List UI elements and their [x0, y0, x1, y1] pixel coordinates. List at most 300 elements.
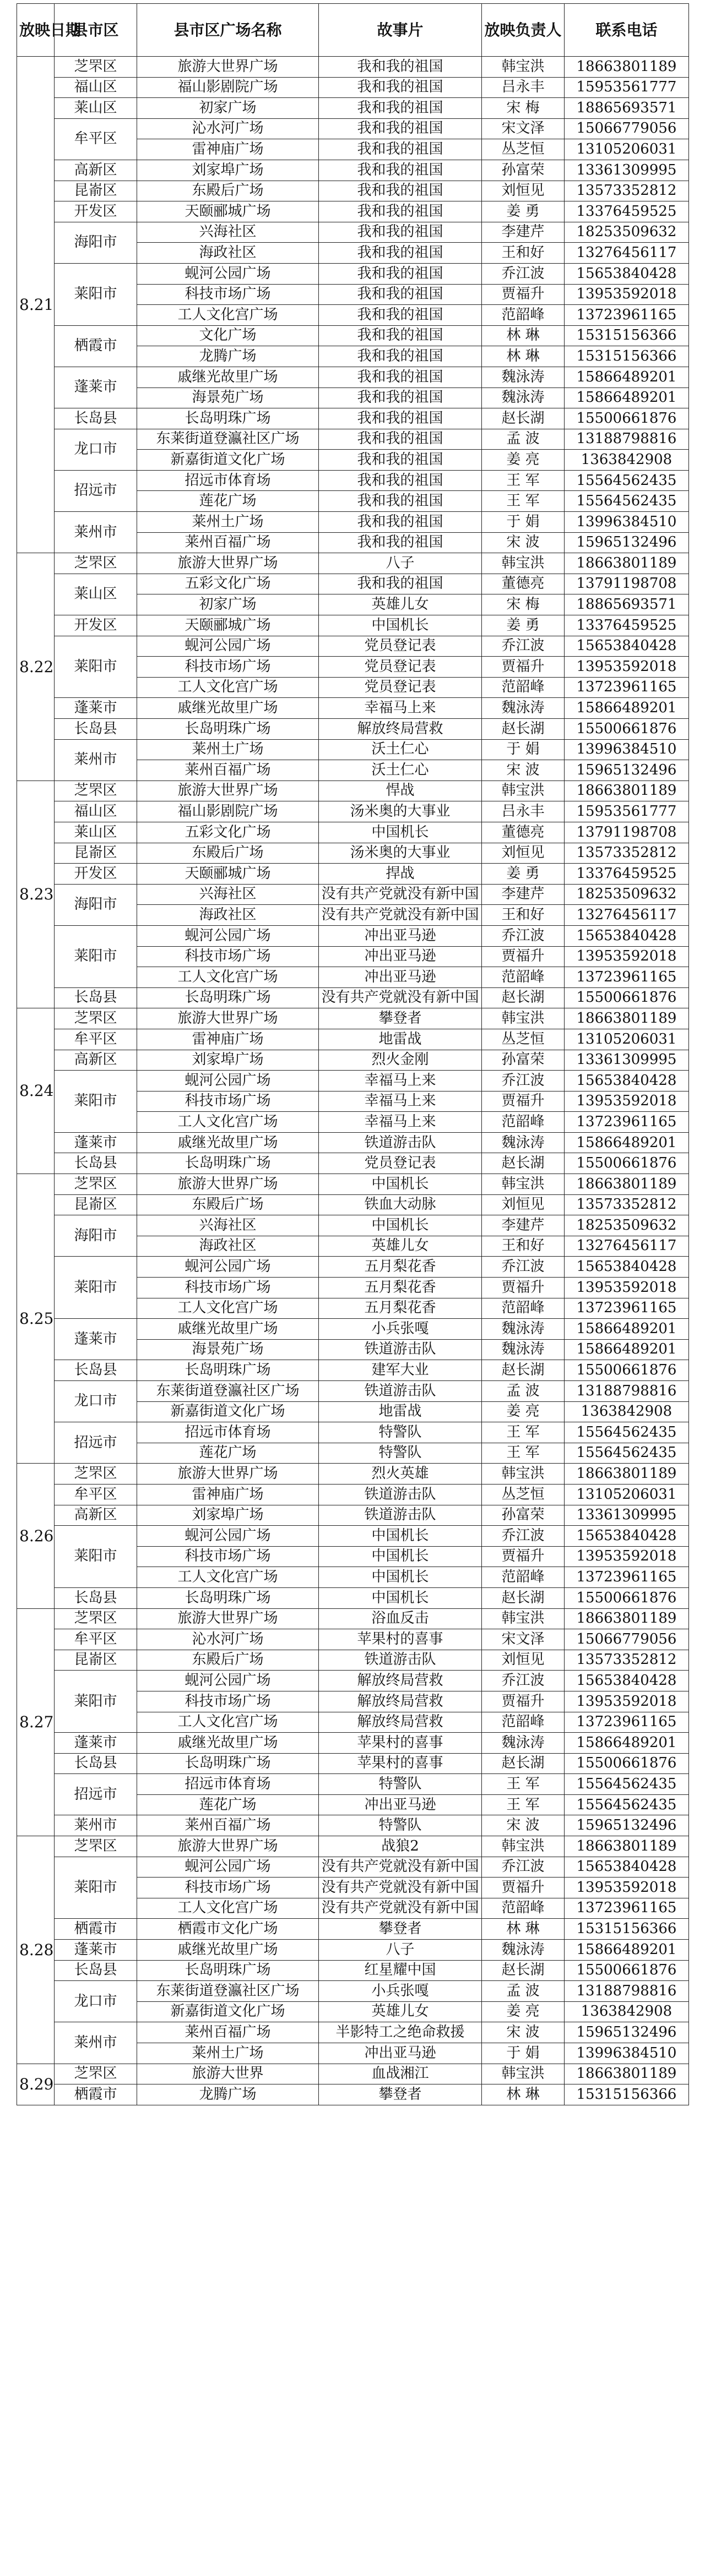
- venue-cell: 蚬河公园广场: [137, 1257, 319, 1278]
- schedule-page: [17, 3, 688, 2105]
- phone-cell: 13105206031: [565, 1484, 689, 1505]
- person-cell: 宋 梅: [482, 98, 565, 119]
- county-cell: 长岛县: [55, 1753, 137, 1774]
- film-cell: 冲出亚马逊: [319, 967, 482, 988]
- person-cell: 孟 波: [482, 1981, 565, 2002]
- county-cell: 昆嵛区: [55, 843, 137, 864]
- county-cell: 开发区: [55, 201, 137, 222]
- table-row: [17, 1381, 689, 1402]
- film-cell: 地雷战: [319, 1401, 482, 1422]
- person-cell: 王和好: [482, 1236, 565, 1257]
- venue-cell: 科技市场广场: [137, 284, 319, 305]
- county-cell: 龙口市: [55, 1981, 137, 2022]
- phone-cell: 18663801189: [565, 57, 689, 78]
- phone-cell: 1363842908: [565, 2001, 689, 2022]
- venue-cell: 文化广场: [137, 325, 319, 346]
- person-cell: 王 军: [482, 470, 565, 491]
- venue-cell: 科技市场广场: [137, 1546, 319, 1567]
- county-cell: 蓬莱市: [55, 698, 137, 719]
- film-cell: 没有共产党就没有新中国: [319, 1857, 482, 1878]
- venue-cell: 五彩文化广场: [137, 822, 319, 843]
- person-cell: 贾福升: [482, 284, 565, 305]
- phone-cell: 15653840428: [565, 1671, 689, 1691]
- person-cell: 王 军: [482, 491, 565, 512]
- table-row: [17, 1215, 689, 1236]
- phone-cell: 13723961165: [565, 305, 689, 326]
- table-row: [17, 574, 689, 594]
- header-person: 放映负责人: [482, 4, 565, 57]
- date-cell: 8.27: [17, 1608, 55, 1836]
- venue-cell: 天颐郦城广场: [137, 615, 319, 636]
- film-cell: 冲出亚马逊: [319, 1794, 482, 1815]
- venue-cell: 兴海社区: [137, 222, 319, 243]
- table-row: [17, 181, 689, 201]
- person-cell: 范韶峰: [482, 1898, 565, 1919]
- venue-cell: 科技市场广场: [137, 1691, 319, 1712]
- county-cell: 芝罘区: [55, 553, 137, 574]
- table-row: [17, 636, 689, 657]
- table-row: [17, 1153, 689, 1174]
- film-cell: 解放终局营救: [319, 719, 482, 740]
- county-cell: 开发区: [55, 864, 137, 885]
- film-cell: 铁血大动脉: [319, 1194, 482, 1215]
- person-cell: 于 娟: [482, 2043, 565, 2064]
- table-row: [17, 698, 689, 719]
- person-cell: 魏泳涛: [482, 1132, 565, 1153]
- film-cell: 我和我的祖国: [319, 491, 482, 512]
- person-cell: 赵长湖: [482, 1360, 565, 1381]
- table-row: [17, 2084, 689, 2105]
- phone-cell: 18253509632: [565, 884, 689, 905]
- film-cell: 血战湘江: [319, 2064, 482, 2084]
- phone-cell: 15500661876: [565, 987, 689, 1008]
- venue-cell: 旅游大世界广场: [137, 1836, 319, 1857]
- table-row: [17, 201, 689, 222]
- film-cell: 我和我的祖国: [319, 305, 482, 326]
- phone-cell: 13791198708: [565, 822, 689, 843]
- county-cell: 开发区: [55, 615, 137, 636]
- person-cell: 魏泳涛: [482, 388, 565, 408]
- venue-cell: 沁水河广场: [137, 1629, 319, 1650]
- header-phone: 联系电话: [565, 4, 689, 57]
- phone-cell: 18663801189: [565, 1608, 689, 1629]
- film-cell: 我和我的祖国: [319, 367, 482, 388]
- phone-cell: 13361309995: [565, 1505, 689, 1526]
- county-cell: 高新区: [55, 1050, 137, 1071]
- phone-cell: 13996384510: [565, 2043, 689, 2064]
- table-row: [17, 1008, 689, 1029]
- venue-cell: 莱州土广场: [137, 739, 319, 760]
- person-cell: 丛芝恒: [482, 139, 565, 160]
- table-row: [17, 1650, 689, 1671]
- phone-cell: 15866489201: [565, 1319, 689, 1340]
- film-cell: 地雷战: [319, 1029, 482, 1050]
- film-cell: 攀登者: [319, 1008, 482, 1029]
- film-cell: 我和我的祖国: [319, 512, 482, 533]
- venue-cell: 东殿后广场: [137, 1194, 319, 1215]
- county-cell: 长岛县: [55, 719, 137, 740]
- table-row: [17, 1071, 689, 1091]
- film-cell: 我和我的祖国: [319, 160, 482, 181]
- table-row: [17, 1132, 689, 1153]
- table-row: [17, 470, 689, 491]
- phone-cell: 13188798816: [565, 429, 689, 450]
- person-cell: 王和好: [482, 905, 565, 926]
- person-cell: 韩宝洪: [482, 1464, 565, 1485]
- person-cell: 韩宝洪: [482, 1174, 565, 1195]
- venue-cell: 兴海社区: [137, 1215, 319, 1236]
- table-row: [17, 1194, 689, 1215]
- person-cell: 范韶峰: [482, 1712, 565, 1733]
- county-cell: 莱山区: [55, 822, 137, 843]
- table-row: [17, 512, 689, 533]
- venue-cell: 蚬河公园广场: [137, 1671, 319, 1691]
- person-cell: 林 琳: [482, 1919, 565, 1940]
- venue-cell: 沁水河广场: [137, 118, 319, 139]
- film-cell: 解放终局营救: [319, 1691, 482, 1712]
- film-cell: 幸福马上来: [319, 1071, 482, 1091]
- phone-cell: 13276456117: [565, 1236, 689, 1257]
- phone-cell: 18663801189: [565, 781, 689, 801]
- phone-cell: 15500661876: [565, 1153, 689, 1174]
- table-row: [17, 408, 689, 429]
- phone-cell: 15866489201: [565, 1132, 689, 1153]
- venue-cell: 招远市体育场: [137, 1422, 319, 1443]
- venue-cell: 戚继光故里广场: [137, 1132, 319, 1153]
- person-cell: 王 军: [482, 1422, 565, 1443]
- phone-cell: 13188798816: [565, 1981, 689, 2002]
- venue-cell: 东殿后广场: [137, 1650, 319, 1671]
- phone-cell: 15866489201: [565, 1733, 689, 1754]
- venue-cell: 莱州百福广场: [137, 760, 319, 781]
- phone-cell: 15653840428: [565, 636, 689, 657]
- venue-cell: 戚继光故里广场: [137, 1733, 319, 1754]
- film-cell: 我和我的祖国: [319, 429, 482, 450]
- person-cell: 范韶峰: [482, 1298, 565, 1319]
- film-cell: 五月梨花香: [319, 1257, 482, 1278]
- county-cell: 莱阳市: [55, 1071, 137, 1133]
- person-cell: 乔江波: [482, 1857, 565, 1878]
- venue-cell: 莱州百福广场: [137, 532, 319, 553]
- person-cell: 刘恒见: [482, 1194, 565, 1215]
- county-cell: 蓬莱市: [55, 1733, 137, 1754]
- venue-cell: 蚬河公园广场: [137, 1071, 319, 1091]
- phone-cell: 13573352812: [565, 181, 689, 201]
- film-cell: 特警队: [319, 1443, 482, 1464]
- person-cell: 贾福升: [482, 1878, 565, 1898]
- phone-cell: 15500661876: [565, 1360, 689, 1381]
- phone-cell: 13953592018: [565, 1278, 689, 1298]
- person-cell: 丛芝恒: [482, 1029, 565, 1050]
- venue-cell: 科技市场广场: [137, 1091, 319, 1112]
- venue-cell: 刘家埠广场: [137, 160, 319, 181]
- phone-cell: 15965132496: [565, 532, 689, 553]
- date-cell: 8.25: [17, 1174, 55, 1464]
- county-cell: 芝罘区: [55, 1008, 137, 1029]
- table-row: [17, 1174, 689, 1195]
- venue-cell: 五彩文化广场: [137, 574, 319, 594]
- county-cell: 芝罘区: [55, 1608, 137, 1629]
- phone-cell: 15564562435: [565, 1794, 689, 1815]
- phone-cell: 15564562435: [565, 1774, 689, 1795]
- film-cell: 沃土仁心: [319, 760, 482, 781]
- venue-cell: 东莱街道登瀛社区广场: [137, 1981, 319, 2002]
- film-cell: 沃土仁心: [319, 739, 482, 760]
- venue-cell: 旅游大世界广场: [137, 1464, 319, 1485]
- phone-cell: 18663801189: [565, 1836, 689, 1857]
- person-cell: 宋文泽: [482, 118, 565, 139]
- date-cell: 8.26: [17, 1464, 55, 1608]
- county-cell: 昆嵛区: [55, 1650, 137, 1671]
- county-cell: 长岛县: [55, 408, 137, 429]
- phone-cell: 15653840428: [565, 263, 689, 284]
- person-cell: 林 琳: [482, 2084, 565, 2105]
- film-cell: 特警队: [319, 1815, 482, 1836]
- venue-cell: 工人文化宫广场: [137, 1567, 319, 1588]
- venue-cell: 长岛明珠广场: [137, 719, 319, 740]
- phone-cell: 18663801189: [565, 2064, 689, 2084]
- venue-cell: 雷神庙广场: [137, 1484, 319, 1505]
- film-cell: 我和我的祖国: [319, 346, 482, 367]
- phone-cell: 15500661876: [565, 1753, 689, 1774]
- venue-cell: 科技市场广场: [137, 1278, 319, 1298]
- table-row: [17, 160, 689, 181]
- film-cell: 我和我的祖国: [319, 181, 482, 201]
- header-venue: 县市区广场名称: [137, 4, 319, 57]
- phone-cell: 18865693571: [565, 98, 689, 119]
- person-cell: 贾福升: [482, 946, 565, 967]
- county-cell: 牟平区: [55, 1629, 137, 1650]
- county-cell: 招远市: [55, 1422, 137, 1464]
- person-cell: 赵长湖: [482, 719, 565, 740]
- county-cell: 莱州市: [55, 2022, 137, 2064]
- film-cell: 我和我的祖国: [319, 263, 482, 284]
- table-row: [17, 118, 689, 139]
- film-cell: 我和我的祖国: [319, 139, 482, 160]
- venue-cell: 雷神庙广场: [137, 1029, 319, 1050]
- person-cell: 王 军: [482, 1774, 565, 1795]
- venue-cell: 兴海社区: [137, 884, 319, 905]
- venue-cell: 东殿后广场: [137, 843, 319, 864]
- table-row: [17, 1960, 689, 1981]
- person-cell: 贾福升: [482, 1691, 565, 1712]
- film-cell: 我和我的祖国: [319, 532, 482, 553]
- person-cell: 韩宝洪: [482, 553, 565, 574]
- venue-cell: 戚继光故里广场: [137, 1940, 319, 1961]
- table-row: [17, 1857, 689, 1878]
- phone-cell: 15653840428: [565, 925, 689, 946]
- phone-cell: 13376459525: [565, 201, 689, 222]
- county-cell: 芝罘区: [55, 781, 137, 801]
- phone-cell: 13723961165: [565, 677, 689, 698]
- person-cell: 刘恒见: [482, 181, 565, 201]
- film-cell: 党员登记表: [319, 636, 482, 657]
- film-cell: 幸福马上来: [319, 698, 482, 719]
- person-cell: 孙富荣: [482, 1050, 565, 1071]
- table-row: [17, 801, 689, 822]
- schedule-body: [17, 57, 689, 2105]
- table-row: [17, 1050, 689, 1071]
- venue-cell: 福山影剧院广场: [137, 77, 319, 98]
- person-cell: 贾福升: [482, 1278, 565, 1298]
- phone-cell: 15866489201: [565, 388, 689, 408]
- phone-cell: 18865693571: [565, 594, 689, 615]
- film-cell: 小兵张嘎: [319, 1981, 482, 2002]
- person-cell: 丛芝恒: [482, 1484, 565, 1505]
- county-cell: 牟平区: [55, 1484, 137, 1505]
- film-cell: 悍战: [319, 781, 482, 801]
- film-cell: 烈火金刚: [319, 1050, 482, 1071]
- venue-cell: 东殿后广场: [137, 181, 319, 201]
- person-cell: 贾福升: [482, 1546, 565, 1567]
- film-cell: 我和我的祖国: [319, 574, 482, 594]
- film-cell: 幸福马上来: [319, 1091, 482, 1112]
- phone-cell: 13953592018: [565, 1691, 689, 1712]
- film-cell: 八子: [319, 553, 482, 574]
- phone-cell: 15953561777: [565, 77, 689, 98]
- person-cell: 王 军: [482, 1794, 565, 1815]
- county-cell: 莱阳市: [55, 1257, 137, 1319]
- phone-cell: 15315156366: [565, 346, 689, 367]
- person-cell: 姜 勇: [482, 864, 565, 885]
- film-cell: 幸福马上来: [319, 1112, 482, 1133]
- county-cell: 莱阳市: [55, 1526, 137, 1588]
- film-cell: 苹果村的喜事: [319, 1629, 482, 1650]
- venue-cell: 刘家埠广场: [137, 1505, 319, 1526]
- phone-cell: 15500661876: [565, 719, 689, 740]
- person-cell: 姜 亮: [482, 450, 565, 471]
- film-cell: 中国机长: [319, 1567, 482, 1588]
- phone-cell: 13723961165: [565, 1567, 689, 1588]
- film-cell: 汤米奥的大事业: [319, 843, 482, 864]
- person-cell: 韩宝洪: [482, 2064, 565, 2084]
- table-row: [17, 843, 689, 864]
- venue-cell: 蚬河公园广场: [137, 1857, 319, 1878]
- phone-cell: 13188798816: [565, 1381, 689, 1402]
- county-cell: 龙口市: [55, 429, 137, 470]
- table-row: [17, 719, 689, 740]
- date-cell: 8.24: [17, 1008, 55, 1174]
- phone-cell: 13791198708: [565, 574, 689, 594]
- county-cell: 芝罘区: [55, 1174, 137, 1195]
- phone-cell: 15653840428: [565, 1857, 689, 1878]
- table-row: [17, 1422, 689, 1443]
- table-row: [17, 2022, 689, 2043]
- county-cell: 海阳市: [55, 884, 137, 925]
- county-cell: 长岛县: [55, 987, 137, 1008]
- venue-cell: 工人文化宫广场: [137, 1112, 319, 1133]
- table-row: [17, 1774, 689, 1795]
- film-cell: 我和我的祖国: [319, 408, 482, 429]
- county-cell: 蓬莱市: [55, 1940, 137, 1961]
- film-cell: 我和我的祖国: [319, 325, 482, 346]
- date-cell: 8.22: [17, 553, 55, 781]
- county-cell: 海阳市: [55, 1215, 137, 1257]
- county-cell: 福山区: [55, 77, 137, 98]
- film-cell: 小兵张嘎: [319, 1319, 482, 1340]
- venue-cell: 东莱街道登瀛社区广场: [137, 1381, 319, 1402]
- phone-cell: 15564562435: [565, 1443, 689, 1464]
- table-row: [17, 77, 689, 98]
- table-row: [17, 1484, 689, 1505]
- phone-cell: 15564562435: [565, 470, 689, 491]
- venue-cell: 栖霞市文化广场: [137, 1919, 319, 1940]
- table-row: [17, 1319, 689, 1340]
- county-cell: 莱阳市: [55, 263, 137, 325]
- county-cell: 福山区: [55, 801, 137, 822]
- county-cell: 招远市: [55, 470, 137, 511]
- film-cell: 特警队: [319, 1422, 482, 1443]
- county-cell: 牟平区: [55, 118, 137, 160]
- venue-cell: 工人文化宫广场: [137, 1898, 319, 1919]
- county-cell: 龙口市: [55, 1381, 137, 1422]
- film-cell: 铁道游击队: [319, 1381, 482, 1402]
- county-cell: 栖霞市: [55, 325, 137, 367]
- person-cell: 乔江波: [482, 1526, 565, 1547]
- film-cell: 铁道游击队: [319, 1650, 482, 1671]
- table-row: [17, 1526, 689, 1547]
- phone-cell: 15500661876: [565, 1960, 689, 1981]
- film-cell: 党员登记表: [319, 677, 482, 698]
- county-cell: 长岛县: [55, 1153, 137, 1174]
- table-row: [17, 263, 689, 284]
- venue-cell: 戚继光故里广场: [137, 698, 319, 719]
- table-row: [17, 1629, 689, 1650]
- person-cell: 乔江波: [482, 636, 565, 657]
- header-film: 故事片: [319, 4, 482, 57]
- table-row: [17, 325, 689, 346]
- film-cell: 英雄儿女: [319, 1236, 482, 1257]
- phone-cell: 15653840428: [565, 1526, 689, 1547]
- person-cell: 董德亮: [482, 574, 565, 594]
- venue-cell: 工人文化宫广场: [137, 1712, 319, 1733]
- county-cell: 海阳市: [55, 222, 137, 263]
- phone-cell: 15315156366: [565, 1919, 689, 1940]
- film-cell: 战狼2: [319, 1836, 482, 1857]
- table-row: [17, 615, 689, 636]
- person-cell: 赵长湖: [482, 987, 565, 1008]
- phone-cell: 15866489201: [565, 1940, 689, 1961]
- phone-cell: 13953592018: [565, 657, 689, 678]
- phone-cell: 13723961165: [565, 1112, 689, 1133]
- person-cell: 孟 波: [482, 1381, 565, 1402]
- venue-cell: 工人文化宫广场: [137, 677, 319, 698]
- county-cell: 芝罘区: [55, 1464, 137, 1485]
- film-cell: 英雄儿女: [319, 594, 482, 615]
- film-cell: 我和我的祖国: [319, 284, 482, 305]
- county-cell: 昆嵛区: [55, 181, 137, 201]
- venue-cell: 莲花广场: [137, 491, 319, 512]
- person-cell: 贾福升: [482, 1091, 565, 1112]
- film-cell: 攀登者: [319, 1919, 482, 1940]
- phone-cell: 15564562435: [565, 1422, 689, 1443]
- venue-cell: 龙腾广场: [137, 346, 319, 367]
- venue-cell: 戚继光故里广场: [137, 367, 319, 388]
- person-cell: 刘恒见: [482, 843, 565, 864]
- table-row: [17, 98, 689, 119]
- county-cell: 芝罘区: [55, 1836, 137, 1857]
- phone-cell: 13105206031: [565, 139, 689, 160]
- venue-cell: 旅游大世界广场: [137, 57, 319, 78]
- table-row: [17, 1919, 689, 1940]
- table-row: [17, 1360, 689, 1381]
- film-cell: 铁道游击队: [319, 1484, 482, 1505]
- venue-cell: 新嘉街道文化广场: [137, 1401, 319, 1422]
- table-row: [17, 2064, 689, 2084]
- film-cell: 党员登记表: [319, 657, 482, 678]
- film-cell: 我和我的祖国: [319, 57, 482, 78]
- phone-cell: 15500661876: [565, 408, 689, 429]
